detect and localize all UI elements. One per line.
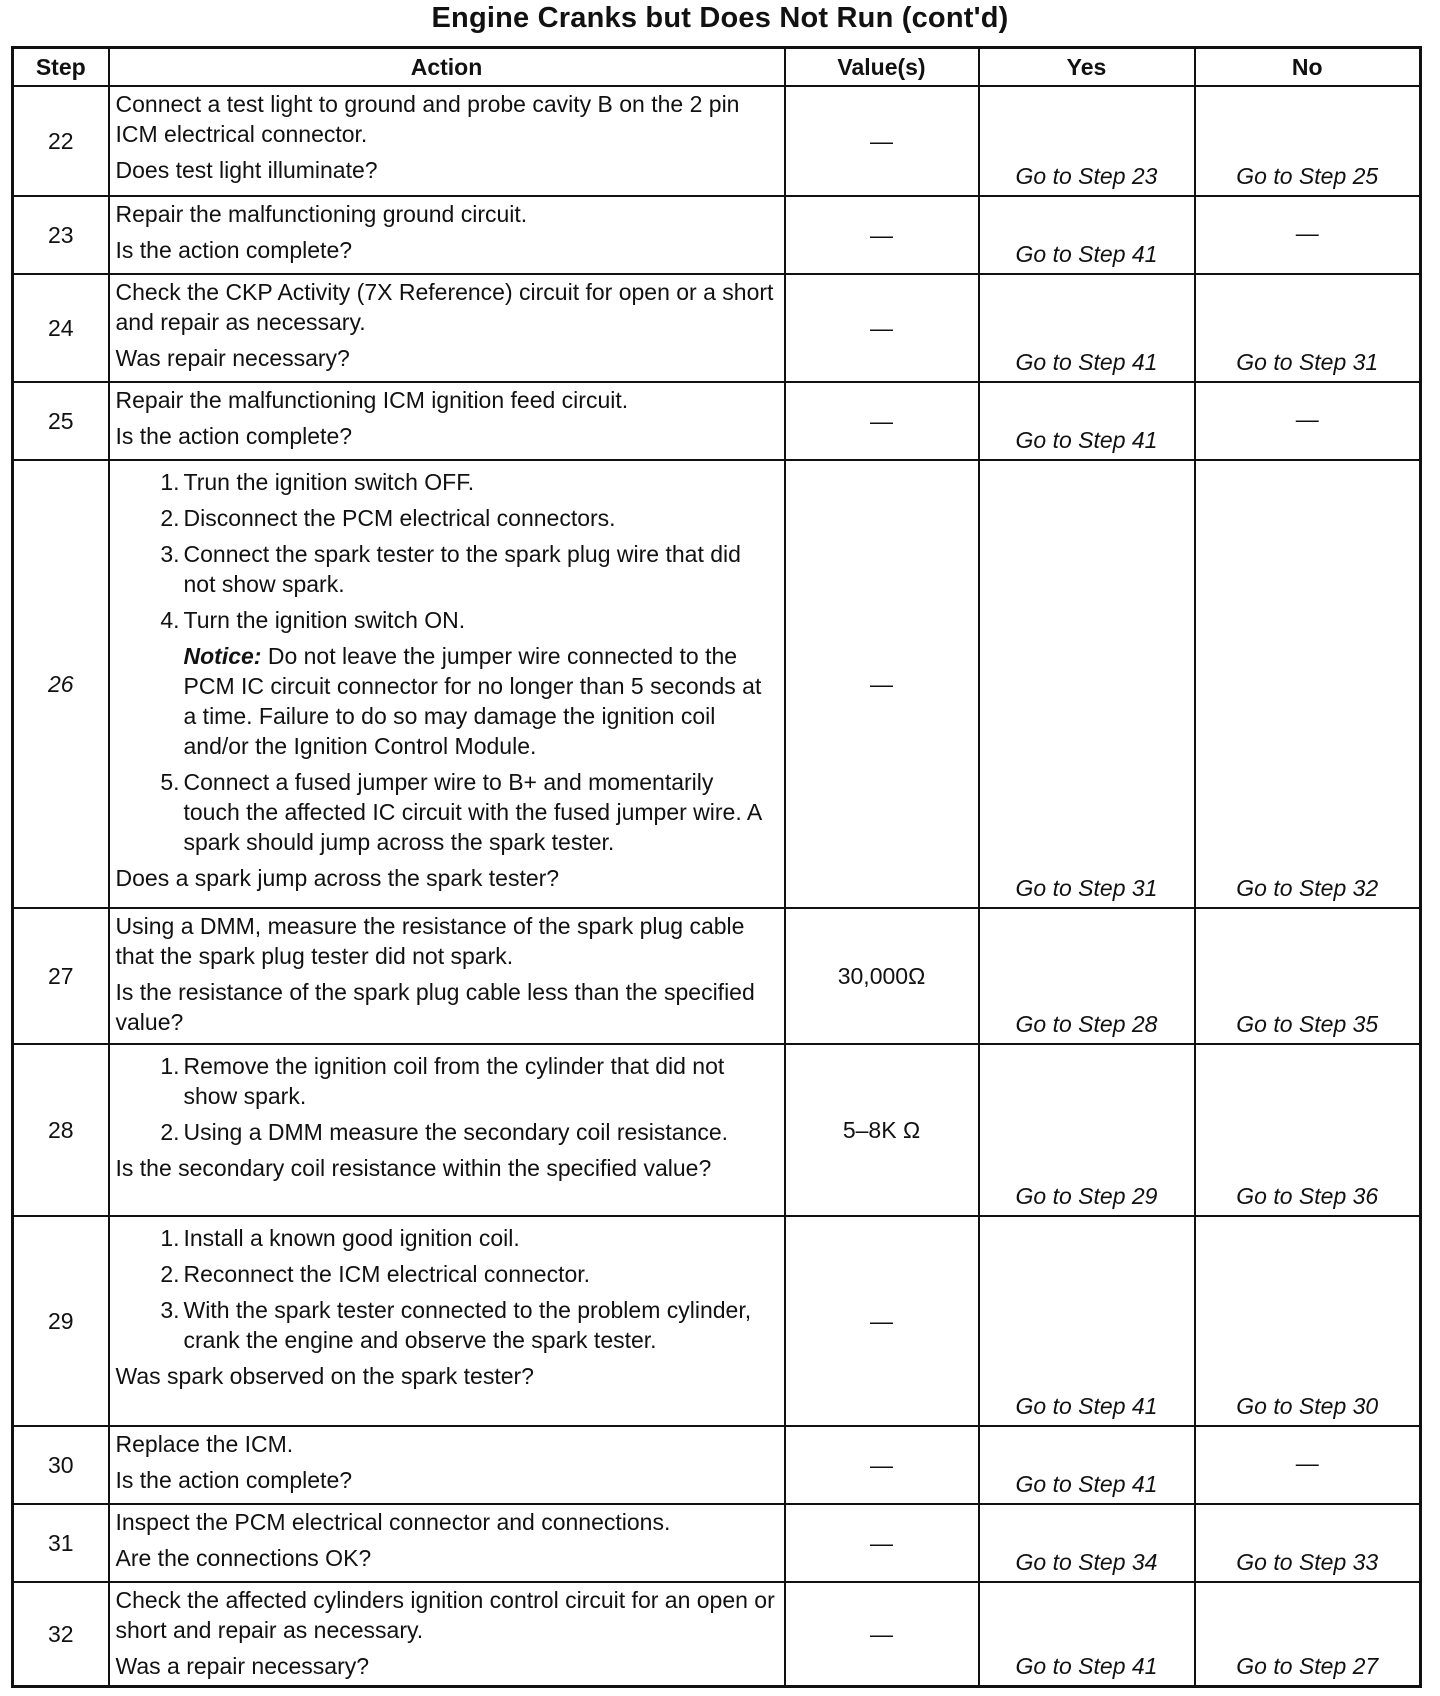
action-cell <box>109 1426 785 1504</box>
value-cell: 30,000Ω <box>785 908 979 1044</box>
table-row <box>13 86 1421 196</box>
notice-paragraph <box>116 641 776 761</box>
yes-cell: Go to Step 34 <box>979 1504 1195 1582</box>
no-cell: Go to Step 35 <box>1195 908 1421 1044</box>
action-steps <box>116 467 776 635</box>
list-item: 3. Connect the spark tester to the spark plug wire that did not show spark. <box>160 541 741 597</box>
action-text: Inspect the PCM electrical connector and connections. <box>115 1509 671 1535</box>
col-header-action: Action <box>109 48 785 87</box>
list-item: 4. Turn the ignition switch ON. <box>160 607 466 633</box>
table-row <box>13 1044 1421 1216</box>
list-item-text: Disconnect the PCM electrical connectors. <box>183 505 616 531</box>
action-text: Repair the malfunctioning ground circuit. <box>115 201 528 227</box>
list-item: 2. Using a DMM measure the secondary coil resistance. <box>160 1119 729 1145</box>
table-row <box>13 1504 1421 1582</box>
action-text: Check the affected cylinders ignition control circuit for an open or short and repair as necessary. <box>115 1587 775 1643</box>
action-question: Was repair necessary? <box>115 345 350 371</box>
list-item: 1. Remove the ignition coil from the cylinder that did not show spark. <box>160 1053 725 1109</box>
step-number: 23 <box>13 196 109 274</box>
action-cell <box>109 1216 785 1426</box>
step-number: 30 <box>13 1426 109 1504</box>
list-item: 2. Disconnect the PCM electrical connectors. <box>160 505 616 531</box>
no-cell: — <box>1195 1426 1421 1504</box>
action-cell <box>109 908 785 1044</box>
action-cell <box>109 1044 785 1216</box>
action-cell <box>109 1582 785 1687</box>
table-row <box>13 908 1421 1044</box>
yes-cell: Go to Step 41 <box>979 382 1195 460</box>
action-question: Does a spark jump across the spark tester? <box>115 865 560 891</box>
list-item: 3. With the spark tester connected to the problem cylinder, crank the engine and observe the spark tester. <box>160 1297 752 1353</box>
step-number: 22 <box>13 86 109 196</box>
list-item-text: Connect a fused jumper wire to B+ and momentarily touch the affected IC circuit with the fused jumper wire. A spark should jump across the spark tester. <box>183 769 761 855</box>
list-item: 2. Reconnect the ICM electrical connector. <box>160 1261 591 1287</box>
yes-cell: Go to Step 41 <box>979 1582 1195 1687</box>
action-cell <box>109 460 785 908</box>
action-steps <box>116 1223 776 1355</box>
col-header-no: No <box>1195 48 1421 87</box>
value-cell: — <box>785 1504 979 1582</box>
action-steps <box>116 767 776 857</box>
yes-cell: Go to Step 31 <box>979 460 1195 908</box>
list-item-text: Reconnect the ICM electrical connector. <box>183 1261 591 1287</box>
value-cell: — <box>785 1426 979 1504</box>
list-item: 5. Connect a fused jumper wire to B+ and momentarily touch the affected IC circuit with the fused jumper wire. A spark should jump across the spark tester. <box>160 769 761 855</box>
list-item-text: Turn the ignition switch ON. <box>183 607 466 633</box>
step-number: 31 <box>13 1504 109 1582</box>
action-cell <box>109 1504 785 1582</box>
action-steps <box>116 1051 776 1147</box>
diagnostic-table <box>11 46 1422 1688</box>
action-text: Using a DMM, measure the resistance of the spark plug cable that the spark plug tester did not spark. <box>115 913 745 969</box>
yes-cell: Go to Step 29 <box>979 1044 1195 1216</box>
list-item-text: Using a DMM measure the secondary coil resistance. <box>183 1119 729 1145</box>
step-number: 28 <box>13 1044 109 1216</box>
value-cell: — <box>785 1216 979 1426</box>
value-cell: — <box>785 196 979 274</box>
value-cell: — <box>785 1582 979 1687</box>
action-cell <box>109 86 785 196</box>
action-question: Is the action complete? <box>115 237 353 263</box>
value-cell: — <box>785 460 979 908</box>
list-item-text: With the spark tester connected to the problem cylinder, crank the engine and observe the spark tester. <box>183 1297 752 1353</box>
yes-cell: Go to Step 28 <box>979 908 1195 1044</box>
value-cell: — <box>785 274 979 382</box>
no-cell: Go to Step 30 <box>1195 1216 1421 1426</box>
list-item-text: Remove the ignition coil from the cylinder that did not show spark. <box>183 1053 725 1109</box>
no-cell: Go to Step 33 <box>1195 1504 1421 1582</box>
action-question: Is the action complete? <box>115 1467 353 1493</box>
action-question: Is the secondary coil resistance within the specified value? <box>115 1155 712 1181</box>
no-cell: Go to Step 25 <box>1195 86 1421 196</box>
yes-cell: Go to Step 41 <box>979 1426 1195 1504</box>
table-row <box>13 274 1421 382</box>
yes-cell: Go to Step 41 <box>979 274 1195 382</box>
col-header-values: Value(s) <box>785 48 979 87</box>
header-row <box>13 48 1421 87</box>
action-question: Is the action complete? <box>115 423 353 449</box>
action-cell <box>109 196 785 274</box>
no-cell: — <box>1195 382 1421 460</box>
no-cell: Go to Step 27 <box>1195 1582 1421 1687</box>
step-number: 25 <box>13 382 109 460</box>
step-number: 29 <box>13 1216 109 1426</box>
value-cell: — <box>785 382 979 460</box>
notice-text: Do not leave the jumper wire connected to the PCM IC circuit connector for no longer than 5 seconds at a time. Failure to do so may damage the ignition coil and/or the Ignition Control Module. <box>183 643 762 759</box>
table-row <box>13 1216 1421 1426</box>
no-cell: Go to Step 36 <box>1195 1044 1421 1216</box>
col-header-step: Step <box>13 48 109 87</box>
yes-cell: Go to Step 41 <box>979 1216 1195 1426</box>
page-title: Engine Cranks but Does Not Run (cont'd) <box>431 2 1009 34</box>
action-text: Repair the malfunctioning ICM ignition feed circuit. <box>115 387 629 413</box>
list-item: 1. Install a known good ignition coil. <box>160 1225 520 1251</box>
no-cell: — <box>1195 196 1421 274</box>
action-cell <box>109 382 785 460</box>
notice-label: Notice: <box>183 643 262 669</box>
list-item-text: Trun the ignition switch OFF. <box>183 469 475 495</box>
table-row <box>13 1582 1421 1687</box>
action-text: Connect a test light to ground and probe cavity B on the 2 pin ICM electrical connector. <box>115 91 740 147</box>
action-question: Was a repair necessary? <box>115 1653 370 1679</box>
action-question: Are the connections OK? <box>115 1545 372 1571</box>
step-number: 32 <box>13 1582 109 1687</box>
value-cell: — <box>785 86 979 196</box>
action-question: Does test light illuminate? <box>115 157 378 183</box>
action-text: Check the CKP Activity (7X Reference) circuit for open or a short and repair as necessary. <box>115 279 774 335</box>
table-row <box>13 1426 1421 1504</box>
action-cell <box>109 274 785 382</box>
step-number: 27 <box>13 908 109 1044</box>
no-cell: Go to Step 32 <box>1195 460 1421 908</box>
yes-cell: Go to Step 41 <box>979 196 1195 274</box>
list-item-text: Install a known good ignition coil. <box>183 1225 520 1251</box>
action-text: Replace the ICM. <box>115 1431 294 1457</box>
no-cell: Go to Step 31 <box>1195 274 1421 382</box>
table-row <box>13 196 1421 274</box>
list-item-text: Connect the spark tester to the spark plug wire that did not show spark. <box>183 541 741 597</box>
table-row <box>13 382 1421 460</box>
value-cell: 5–8K Ω <box>785 1044 979 1216</box>
table-row <box>13 460 1421 908</box>
step-number: 26 <box>13 460 109 908</box>
yes-cell: Go to Step 23 <box>979 86 1195 196</box>
col-header-yes: Yes <box>979 48 1195 87</box>
action-question: Is the resistance of the spark plug cable less than the specified value? <box>115 979 755 1035</box>
step-number: 24 <box>13 274 109 382</box>
list-item: 1. Trun the ignition switch OFF. <box>160 469 475 495</box>
action-question: Was spark observed on the spark tester? <box>115 1363 534 1389</box>
